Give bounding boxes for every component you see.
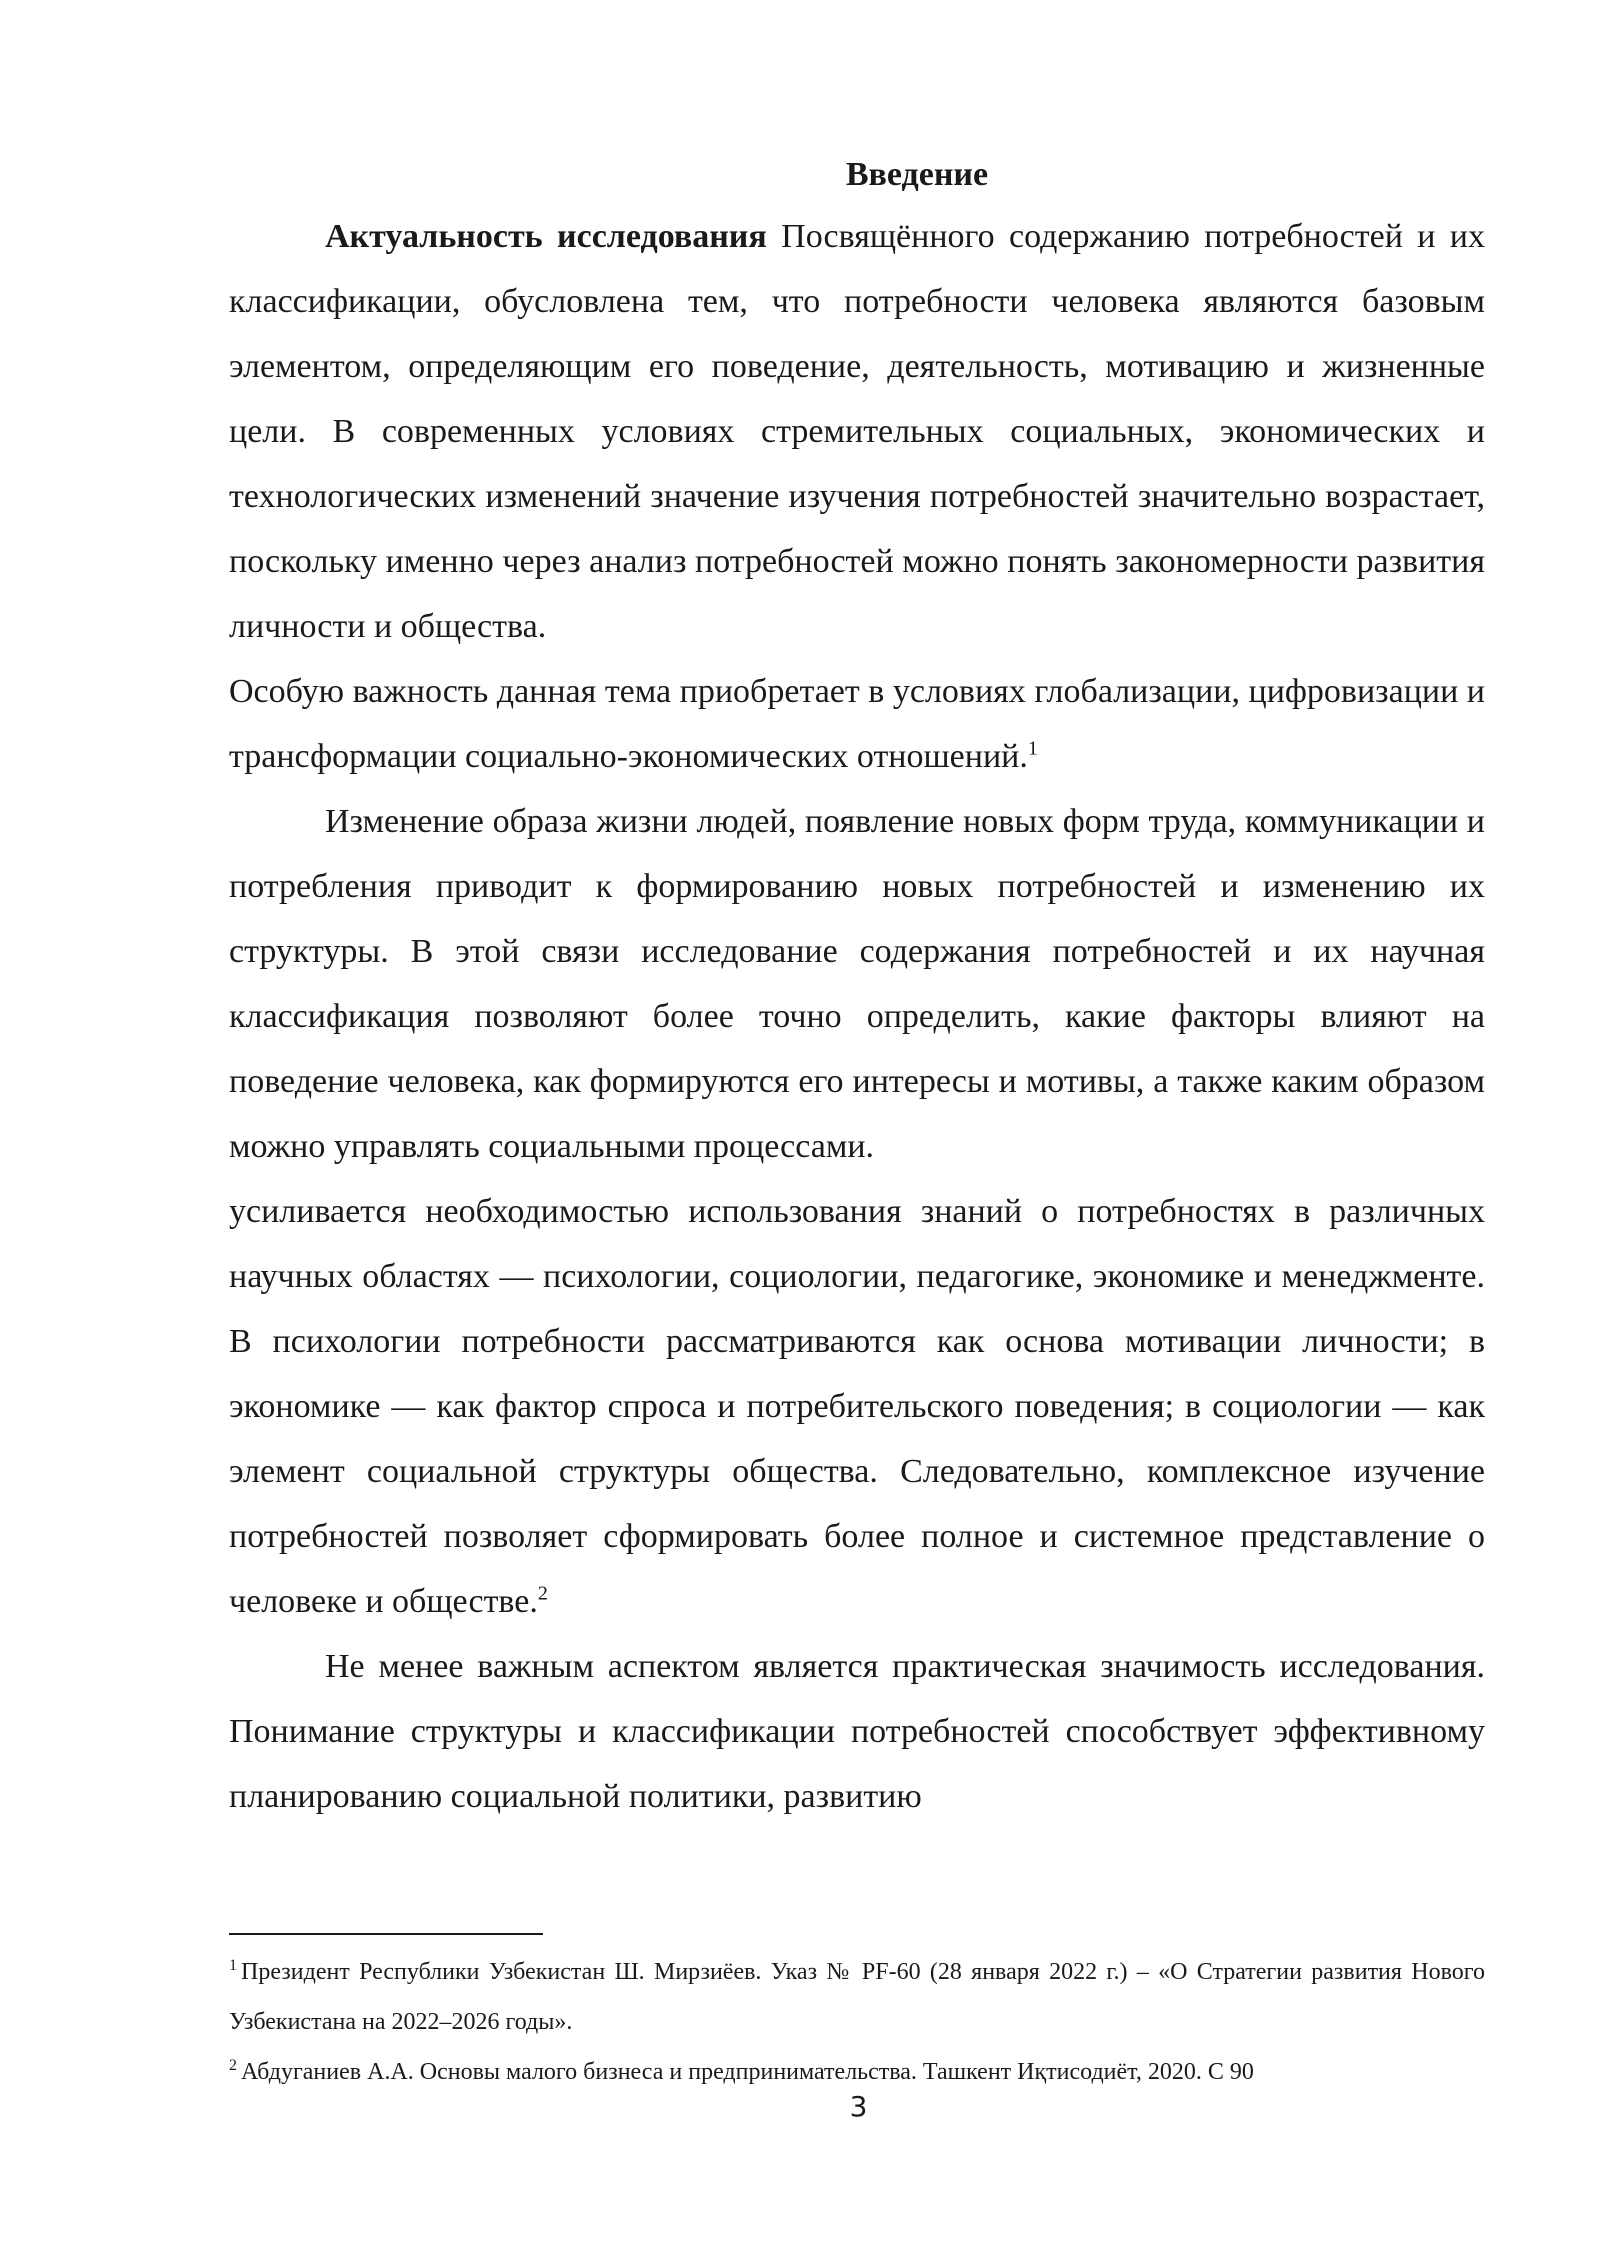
paragraph-lifestyle [229, 789, 1485, 1179]
footnote-item [229, 1947, 1485, 2047]
paragraph-practical [229, 1634, 1485, 1829]
paragraph-text: Изменение образа жизни людей, появление новых форм труда, коммуникации и потребления приводит к формированию новых потребностей и изменению их структуры. В этой связи исследование содержания потребностей и их научная классификация позволяют более точно определить, какие факторы влияют на поведение человека, как формируются его интересы и мотивы, а также каким образом можно управлять социальными процессами. [229, 803, 1485, 1165]
page-number: 3 [849, 2090, 868, 2123]
footnote-number: 1 [229, 1957, 237, 1974]
footnote-ref: 1 [1027, 737, 1038, 760]
paragraph-text: Посвящённого содержанию потребностей и их классификации, обусловлена тем, что потребности человека являются базовым элементом, определяющим его поведение, деятельность, мотивацию и жизненные цели. В современных условиях стремительных социальных, экономических и технологических изменений значение изучения потребностей значительно возрастает, поскольку именно через анализ потребностей можно понять закономерности развития личности и общества. [229, 218, 1485, 645]
footnotes-block [229, 1933, 1485, 2097]
page-body [229, 150, 1485, 1829]
paragraph-importance [229, 659, 1485, 789]
footnote-text: Абдуганиев А.А. Основы малого бизнеса и предпринимательства. Ташкент Иқтисодиёт, 2020. С 90 [241, 2059, 1254, 2085]
footnote-separator [229, 1933, 543, 1935]
footnote-number: 2 [229, 2057, 237, 2074]
paragraph-text: Особую важность данная тема приобретает в условиях глобализации, цифровизации и трансформации социально-экономических отношений. [229, 673, 1485, 775]
footnote-text: Президент Республики Узбекистан Ш. Мирзиёев. Указ № PF-60 (28 января 2022 г.) – «О Стратегии развития Нового Узбекистана на 2022–2026 годы». [229, 1959, 1485, 2035]
paragraph-disciplines [229, 1179, 1485, 1634]
section-title: Введение [845, 156, 989, 193]
paragraph-relevance [229, 204, 1485, 659]
paragraph-text: Не менее важным аспектом является практическая значимость исследования. Понимание структуры и классификации потребностей способствует эффективному планированию социальной политики, развитию [229, 1648, 1485, 1815]
paragraph-lead-bold: Актуальность исследования [325, 218, 767, 255]
paragraph-text: усиливается необходимостью использования знаний о потребностях в различных научных областях — психологии, социологии, педагогике, экономике и менеджменте. В психологии потребности рассматриваются как основа мотивации личности; в экономике — как фактор спроса и потребительского поведения; в социологии — как элемент социальной структуры общества. Следовательно, комплексное изучение потребностей позволяет сформировать более полное и системное представление о человеке и обществе. [229, 1193, 1485, 1620]
footnote-ref: 2 [537, 1582, 548, 1605]
